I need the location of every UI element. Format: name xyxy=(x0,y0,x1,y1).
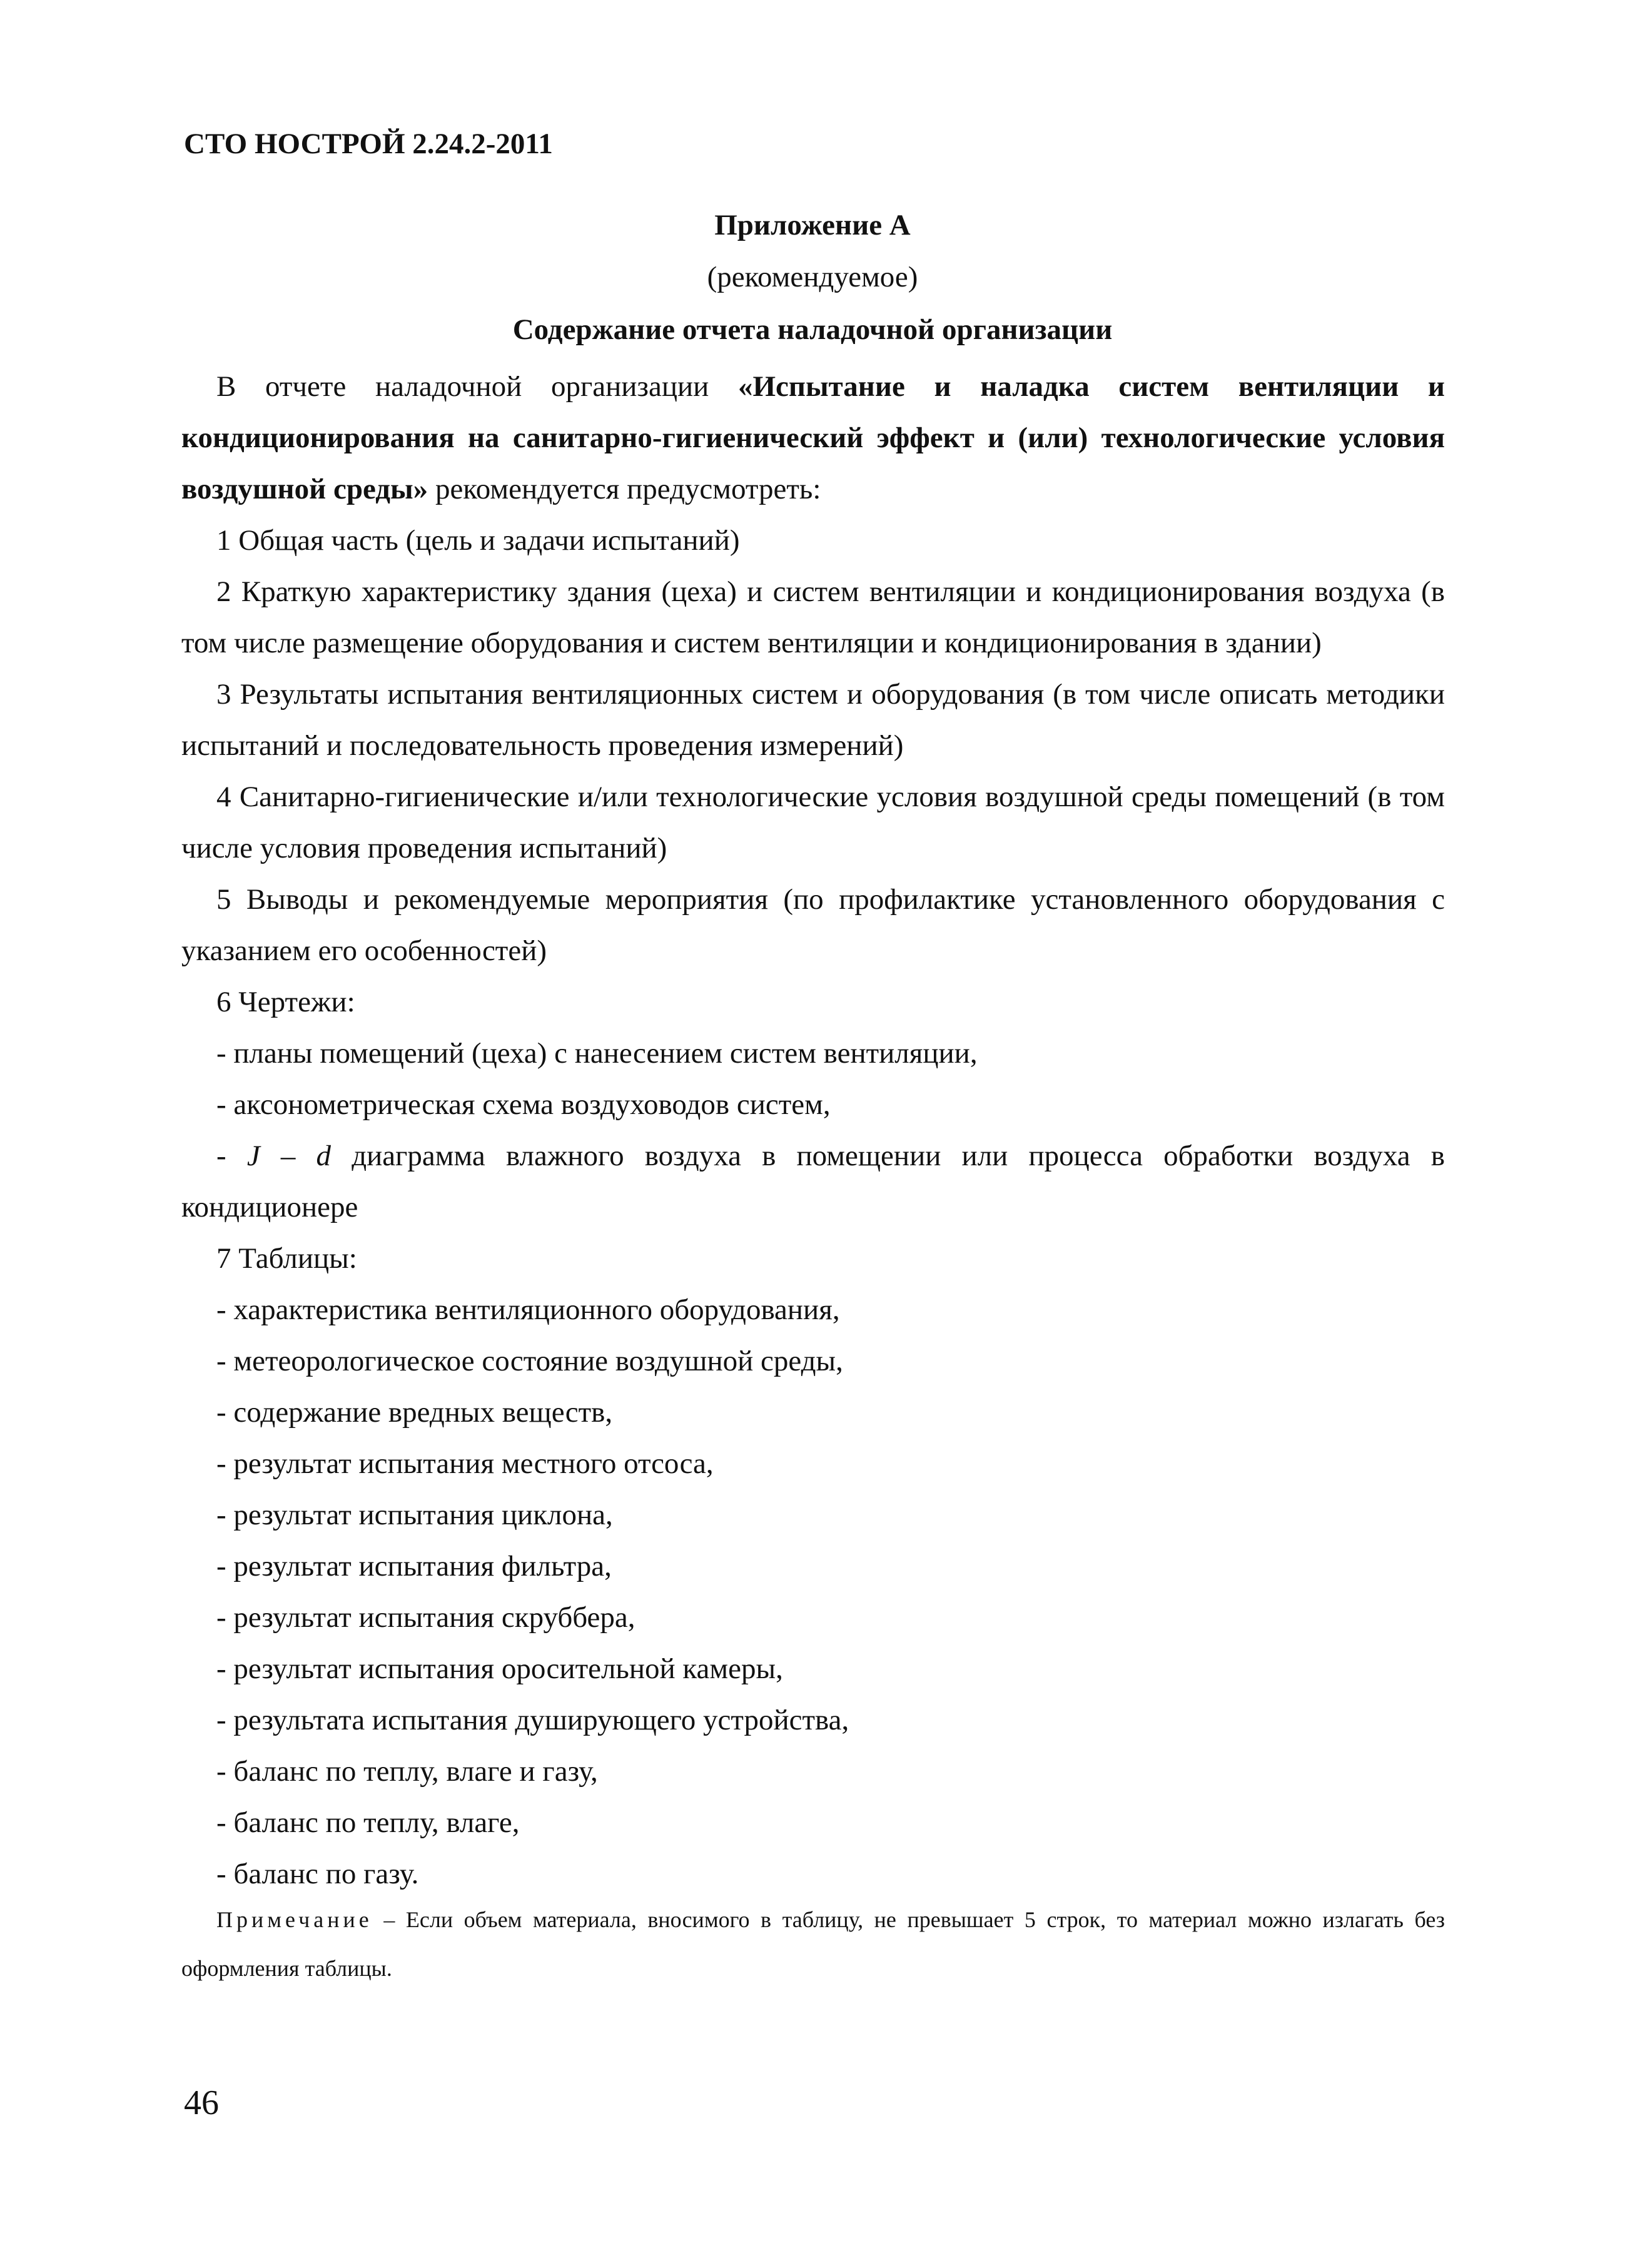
drawing-item-jd-diagram xyxy=(181,1130,1445,1233)
item-tables: 7 Таблицы: xyxy=(216,1242,357,1275)
table-item: - результат испытания местного отсоса, xyxy=(216,1447,714,1480)
table-item: - баланс по теплу, влаге, xyxy=(216,1806,520,1839)
jd-prefix: - xyxy=(216,1140,247,1172)
table-item: - баланс по теплу, влаге и газу, xyxy=(216,1755,598,1788)
intro-paragraph xyxy=(181,361,1445,515)
intro-text-after: рекомендуется предусмотреть: xyxy=(428,473,821,505)
note-paragraph xyxy=(181,1895,1445,1993)
table-item: - результат испытания циклона, xyxy=(216,1499,613,1531)
item-air-conditions: 4 Санитарно-гигиенические и/или технологические условия воздушной среды помещений (в том числе условия проведения испытаний) xyxy=(181,781,1445,864)
appendix-status: (рекомендуемое) xyxy=(707,261,918,293)
appendix-title: Приложение А xyxy=(714,209,911,241)
note-text: Если объем материала, вносимого в таблицу, не превышает 5 строк, то материал можно излагать без оформления таблицы. xyxy=(181,1907,1445,1981)
table-item: - содержание вредных веществ, xyxy=(216,1396,613,1429)
drawing-item: - планы помещений (цеха) с нанесением систем вентиляции, xyxy=(216,1037,978,1070)
table-item: - результата испытания душирующего устройства, xyxy=(216,1704,849,1736)
page-number: 46 xyxy=(184,2083,219,2122)
item-conclusions: 5 Выводы и рекомендуемые мероприятия (по профилактике установленного оборудования с указанием его особенностей) xyxy=(181,883,1445,967)
note-label: Примечание xyxy=(216,1907,373,1932)
table-item: - характеристика вентиляционного оборудования, xyxy=(216,1293,840,1326)
table-item: - баланс по газу. xyxy=(216,1858,419,1890)
jd-description: диаграмма влажного воздуха в помещении или процесса обработки воздуха в кондиционере xyxy=(181,1140,1445,1223)
appendix-heading: Содержание отчета наладочной организации xyxy=(512,313,1113,346)
drawing-item: - аксонометрическая схема воздуховодов систем, xyxy=(216,1088,831,1121)
item-general: 1 Общая часть (цель и задачи испытаний) xyxy=(216,524,740,557)
table-item: - результат испытания оросительной камеры, xyxy=(216,1653,783,1685)
table-item: - результат испытания фильтра, xyxy=(216,1550,612,1582)
item-building-description: 2 Краткую характеристику здания (цеха) и систем вентиляции и кондиционирования воздуха (в том числе размещение оборудования и систем вентиляции и кондиционирования в здании) xyxy=(181,575,1445,659)
intro-text-before: В отчете наладочной организации xyxy=(216,370,738,403)
document-body xyxy=(181,361,1445,1900)
item-drawings: 6 Чертежи: xyxy=(216,986,355,1018)
table-item: - результат испытания скруббера, xyxy=(216,1601,635,1634)
note-dash: – xyxy=(372,1907,406,1932)
document-code: СТО НОСТРОЙ 2.24.2-2011 xyxy=(184,128,553,160)
table-item: - метеорологическое состояние воздушной среды, xyxy=(216,1345,843,1377)
report-title: «Испытание и наладка систем вентиляции и кондиционирования на санитарно-гигиенический эффект и (или) технологические условия воздушной среды» xyxy=(181,370,1445,505)
item-test-results: 3 Результаты испытания вентиляционных систем и оборудования (в том числе описать методики испытаний и последовательность проведения измерений) xyxy=(181,678,1445,762)
jd-symbol: J – d xyxy=(246,1140,332,1172)
